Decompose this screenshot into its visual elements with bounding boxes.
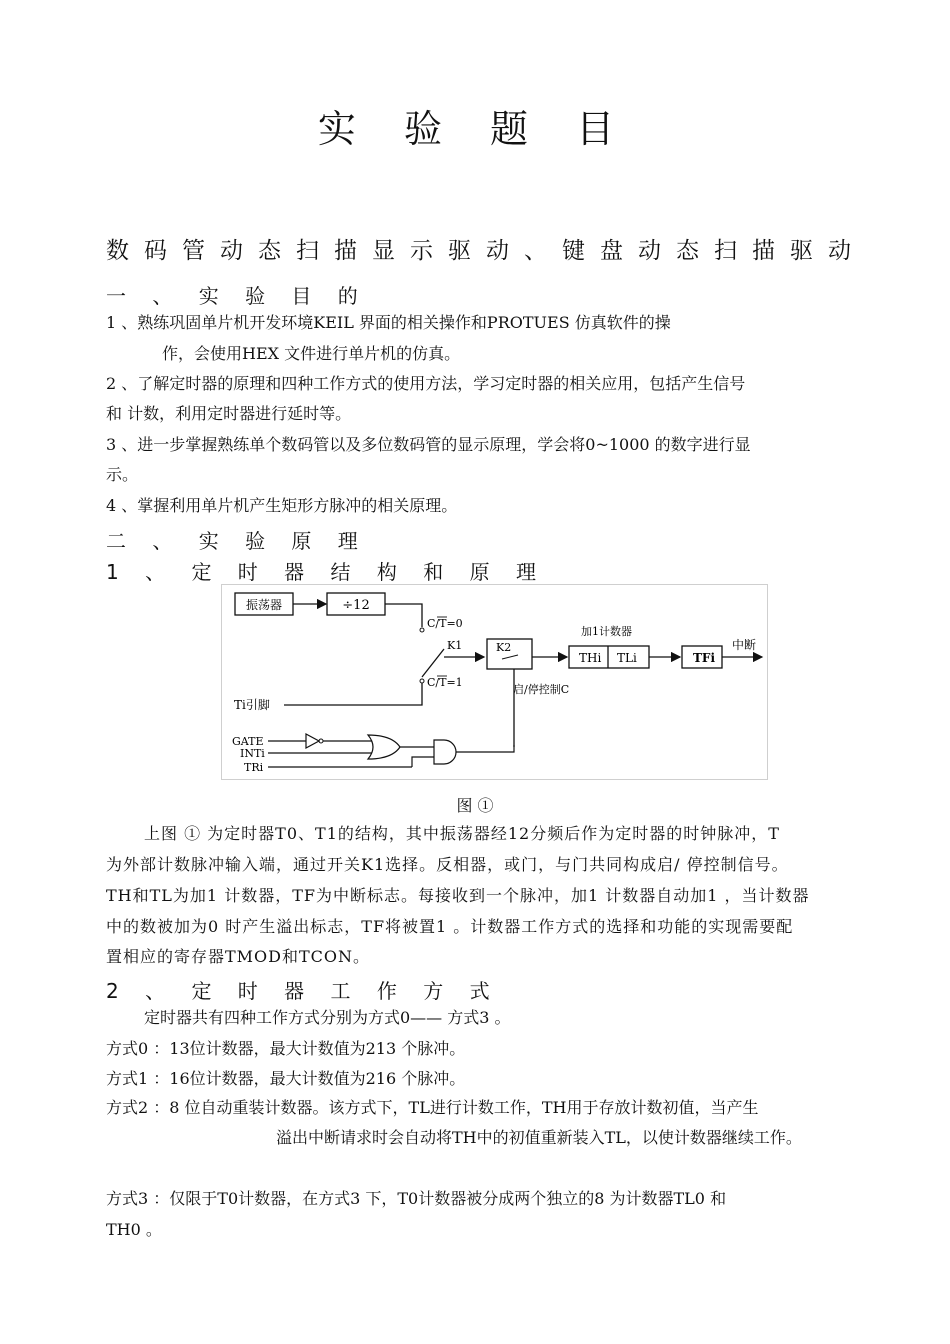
mode-0-line: 方式0 ：13位计数器，最大计数值为213 个脉冲。 xyxy=(106,1039,466,1058)
thi-label: THi xyxy=(579,651,602,665)
mode-3-line-1: 方式3 ：仅限于T0计数器，在方式3 下，T0计数器被分成两个独立的8 为计数器TL0 和 xyxy=(106,1189,727,1208)
figure-caption: 图 ① xyxy=(456,796,494,815)
inverter-symbol xyxy=(306,734,319,748)
mode-3-line-2: TH0 。 xyxy=(106,1220,162,1239)
purpose-item-2-line-1: 2 、了解定时器的原理和四种工作方式的使用方法，学习定时器的相关应用，包括产生信号 xyxy=(106,374,746,393)
and-output-wire xyxy=(456,745,514,752)
inti-label: INTi xyxy=(240,747,265,760)
tfi-label: TFi xyxy=(693,651,716,665)
divider-output-wire xyxy=(385,604,422,627)
k2-label: K2 xyxy=(496,641,512,654)
interrupt-label: 中断 xyxy=(732,638,757,652)
page-title: 实 验 题 目 xyxy=(317,107,633,151)
oscillator-label: 振荡器 xyxy=(245,598,283,612)
gate-label: GATE xyxy=(232,735,264,748)
purpose-item-2-line-2: 和 计数，利用定时器进行延时等。 xyxy=(106,404,352,423)
counter-label: 加1计数器 xyxy=(581,625,632,638)
k1-label: K1 xyxy=(447,639,463,652)
structure-paragraph-line-1: 上图 ① 为定时器T0、T1的结构，其中振荡器经12分频后作为定时器的时钟脉冲，T xyxy=(144,824,780,843)
section-heading-purpose: 一 、 实 验 目 的 xyxy=(106,284,368,308)
purpose-item-3-line-1: 3 、进一步掌握熟练单个数码管以及多位数码管的显示原理，学会将0~1000 的数字进行显 xyxy=(106,435,751,454)
structure-paragraph-line-3: TH和TL为加1 计数器，TF为中断标志。每接收到一个脉冲，加1 计数器自动加1 ，当计数器 xyxy=(106,886,810,905)
purpose-item-1-line-1: 1 、熟练巩固单片机开发环境KEIL 界面的相关操作和PROTUES 仿真软件的操 xyxy=(106,313,671,332)
subsection-heading-timer-structure: 1 、 定 时 器 结 构 和 原 理 xyxy=(106,560,546,584)
subsection-heading-work-modes: 2 、 定 时 器 工 作 方 式 xyxy=(106,979,500,1003)
divider-label: ÷12 xyxy=(342,598,370,613)
purpose-item-1-line-2: 作，会使用HEX 文件进行单片机的仿真。 xyxy=(162,344,461,363)
structure-paragraph-line-5: 置相应的寄存器TMOD和TCON。 xyxy=(106,947,371,966)
tri-to-and-wire xyxy=(412,757,434,767)
mode-1-line: 方式1 ：16位计数器，最大计数值为216 个脉冲。 xyxy=(106,1069,466,1088)
work-modes-intro: 定时器共有四种工作方式分别为方式0—— 方式3 。 xyxy=(144,1008,511,1027)
section-heading-principle: 二 、 实 验 原 理 xyxy=(106,529,368,553)
mode-2-line-1: 方式2 ：8 位自动重装计数器。该方式下，TL进行计数工作，TH用于存放计数初值，当产生 xyxy=(106,1098,759,1117)
structure-paragraph-line-2: 为外部计数脉冲输入端，通过开关K1选择。反相器，或门，与门共同构成启/ 停控制信号。 xyxy=(106,855,789,874)
purpose-item-4: 4 、掌握利用单片机产生矩形方脉冲的相关原理。 xyxy=(106,496,458,515)
tri-label: TRi xyxy=(244,761,264,774)
experiment-subtitle: 数码管动态扫描显示驱动、键盘动态扫描驱动 xyxy=(106,238,866,264)
ct0-label: C/T=0 xyxy=(427,617,463,630)
k1-bottom-contact xyxy=(420,679,424,683)
timer-structure-diagram xyxy=(221,584,768,780)
k1-top-contact xyxy=(420,628,424,632)
k2-switch xyxy=(502,655,518,659)
or-gate-symbol xyxy=(368,735,400,759)
and-gate-symbol xyxy=(434,740,456,764)
timer-diagram-svg xyxy=(222,585,767,779)
ct1-label: C/T=1 xyxy=(427,676,463,689)
purpose-item-3-line-2: 示。 xyxy=(106,465,139,484)
tli-label: TLi xyxy=(617,651,637,665)
ti-pin-wire xyxy=(284,683,422,705)
ti-pin-label: Ti引脚 xyxy=(234,698,270,712)
gate-control-label: 启/停控制C xyxy=(513,683,570,696)
structure-paragraph-line-4: 中的数被加为0 时产生溢出标志，TF将被置1 。计数器工作方式的选择和功能的实现需要配 xyxy=(106,917,794,936)
k1-switch-arm xyxy=(422,649,444,677)
mode-2-line-2: 溢出中断请求时会自动将TH中的初值重新装入TL，以使计数器继续工作。 xyxy=(276,1128,802,1147)
